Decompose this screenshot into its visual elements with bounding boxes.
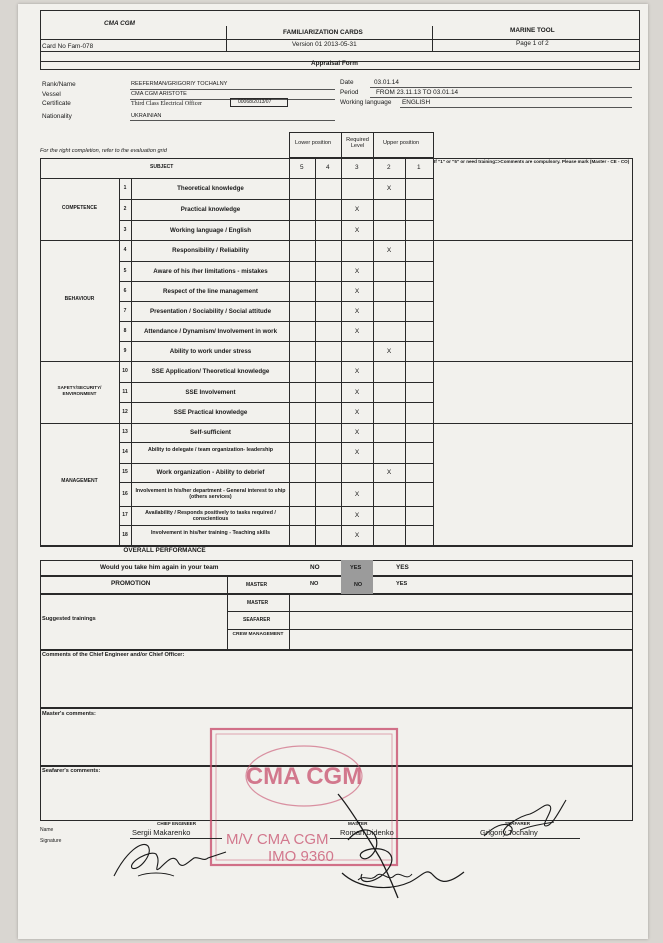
row-number: 5 [123,267,127,274]
date-value: 03.01.14 [374,79,399,86]
col-1-header: 1 [417,164,421,171]
card-number: Card No Fam-078 [42,43,94,50]
group-management: MANAGEMENT [61,478,98,484]
row-number: 2 [123,206,127,212]
score-mark: X [354,429,360,436]
master-signature [318,778,468,903]
promotion-yes: YES [396,581,408,587]
row-number: 17 [122,512,128,518]
score-mark: X [354,226,360,234]
row-number: 10 [122,368,128,374]
suggested-trainings-label: Suggested trainings [42,616,96,622]
criterion-label: SSE Involvement [185,388,236,396]
criterion-label: Ability to delegate / team organization- leadership [147,446,274,453]
row-number: 3 [123,226,127,233]
group-competence: COMPETENCE [61,205,98,211]
name-row-label: Name [40,827,54,833]
score-mark: X [386,469,392,476]
criterion-label: Availability / Responds positively to tasks required / conscientious [145,509,276,522]
seafarer-title: SEAFARER [505,821,531,826]
score-mark: X [354,409,360,416]
row-number: 18 [122,532,128,538]
upper-position-header: Upper position [383,140,420,146]
criterion-label: Aware of his /her limitations - mistakes [153,267,268,275]
stamp-logo-text: CMA CGM [245,763,363,790]
score-mark: X [386,347,392,355]
promotion-no: NO [310,581,319,587]
nationality-label: Nationality [42,113,72,120]
suggested-seafarer: SEAFARER [243,617,271,623]
nationality-value: UKRAINIAN [131,113,162,119]
criterion-label: Self-sufficient [190,429,231,436]
score-mark: X [354,327,360,335]
promotion-master: MASTER [246,582,268,588]
overall-performance: OVERALL PERFORMANCE [123,547,206,554]
col-5-header: 5 [300,164,304,171]
chief-engineer-title: CHIEF ENGINEER [157,821,197,826]
score-mark: X [354,206,360,213]
suggested-master: MASTER [247,600,269,606]
score-mark: X [354,307,360,315]
row-number: 4 [123,247,127,253]
signature-row-label: Signature [40,838,62,844]
form-name: Appraisal Form [311,60,358,67]
criterion-label: Practical knowledge [180,206,241,213]
row-number: 14 [122,449,128,455]
row-number: 7 [123,307,127,314]
row-number: 1 [123,185,127,191]
master-title: MASTER [348,821,368,826]
col-4-header: 4 [326,164,330,171]
row-number: 9 [123,347,127,354]
comments-note: If "1" or "5" or need training=>Comments are compulsory. Please mark (Master - CE - CO) [434,159,630,164]
suggested-crew-management: CREW MANAGEMENT [232,632,284,637]
take-again-question: Would you take him again in your team [100,564,219,571]
required-level-header: Required Level [346,137,369,150]
tool-label: MARINE TOOL [510,27,555,34]
col-2-header: 2 [387,164,391,171]
master-name: Roman Didenko [340,828,394,837]
score-mark: X [354,287,360,295]
criterion-label: Work organization - Ability to debrief [156,469,265,476]
seafarer-comments-label: Seafarer's comments: [42,768,101,774]
vessel-label: Vessel [42,91,61,98]
criterion-label: Attendance / Dynamism/ Involvement in work [143,327,278,335]
page-number: Page 1 of 2 [516,40,549,47]
certificate-number: 00068/2013/07 [238,99,272,105]
chief-engineer-name: Sergii Makarenko [132,828,191,837]
criterion-label: Involvement in his/her department - General interest to ship (others services) [135,488,286,501]
certificate-label: Certificate [42,100,71,107]
score-mark: X [386,185,392,192]
rank-value: REEFERMAN/GRIGORIY TOCHALNY [131,81,228,87]
row-number: 13 [122,429,128,435]
criterion-label: Working language / English [169,226,252,234]
take-again-no: NO [310,564,320,571]
criterion-label: Involvement in his/her training - Teaching skills [150,529,271,536]
stamp-imo-text: IMO 9360 [268,848,334,865]
score-mark: X [354,449,360,456]
criterion-label: Responsibility / Reliability [172,247,249,254]
master-comments-label: Master's comments: [42,711,96,717]
chief-engineer-comments-label: Comments of the Chief Engineer and/or Chief Officer: [42,652,185,658]
row-number: 15 [122,469,128,475]
group-behaviour: BEHAVIOUR [64,296,95,302]
criterion-label: Theoretical knowledge [177,185,244,192]
score-mark: X [354,368,360,375]
language-value: ENGLISH [402,99,431,106]
criterion-label: Respect of the line management [163,287,258,295]
stamp-vessel-text: M/V CMA CGM [226,831,329,848]
row-number: 11 [122,388,128,395]
col-3-header: 3 [355,164,359,171]
appraisal-form-page [18,4,648,939]
score-mark: X [354,490,360,498]
period-value: FROM 23.11.13 TO 03.01.14 [376,89,459,96]
chief-engineer-signature [108,832,228,887]
seafarer-name: Grigoriy Tochalny [480,828,538,837]
score-mark: X [354,388,360,396]
promotion-no-selected: NO [354,582,363,588]
group-safety: SAFETY/SECURITY/ ENVIRONMENT [57,385,102,396]
company-logo: CMA CGM [104,20,136,27]
take-again-yes-selected: YES [350,565,362,571]
score-mark: X [354,267,360,275]
row-number: 6 [123,287,127,294]
take-again-yes: YES [396,564,409,571]
period-label: Period [340,89,359,96]
subject-header: SUBJECT [150,164,174,170]
chief-engineer-comments-box [40,650,633,708]
version-label: Version 01 2013-05-31 [292,41,357,48]
row-number: 8 [123,327,127,334]
form-series-title: FAMILIARIZATION CARDS [283,29,363,36]
rank-label: Rank/Name [42,81,76,88]
seafarer-signature [480,796,570,846]
criterion-label: SSE Practical knowledge [173,409,248,416]
score-mark: X [354,512,360,519]
certificate-value: Third Class Electrical Officer [131,101,203,107]
criterion-label: Ability to work under stress [169,347,252,355]
row-number: 16 [122,490,128,497]
row-number: 12 [122,409,128,415]
vessel-value: CMA CGM ARISTOTE [131,91,187,97]
score-mark: X [354,532,360,539]
language-label: Working language [340,99,392,106]
criterion-label: Presentation / Sociability / Social attitude [149,307,272,315]
criterion-label: SSE Application/ Theoretical knowledge [151,368,270,375]
date-label: Date [340,79,354,86]
promotion-label: PROMOTION [111,580,151,587]
grid-instruction: For the right completion, refer to the evaluation grid [40,148,167,154]
score-mark: X [386,247,392,254]
lower-position-header: Lower position [295,140,332,146]
